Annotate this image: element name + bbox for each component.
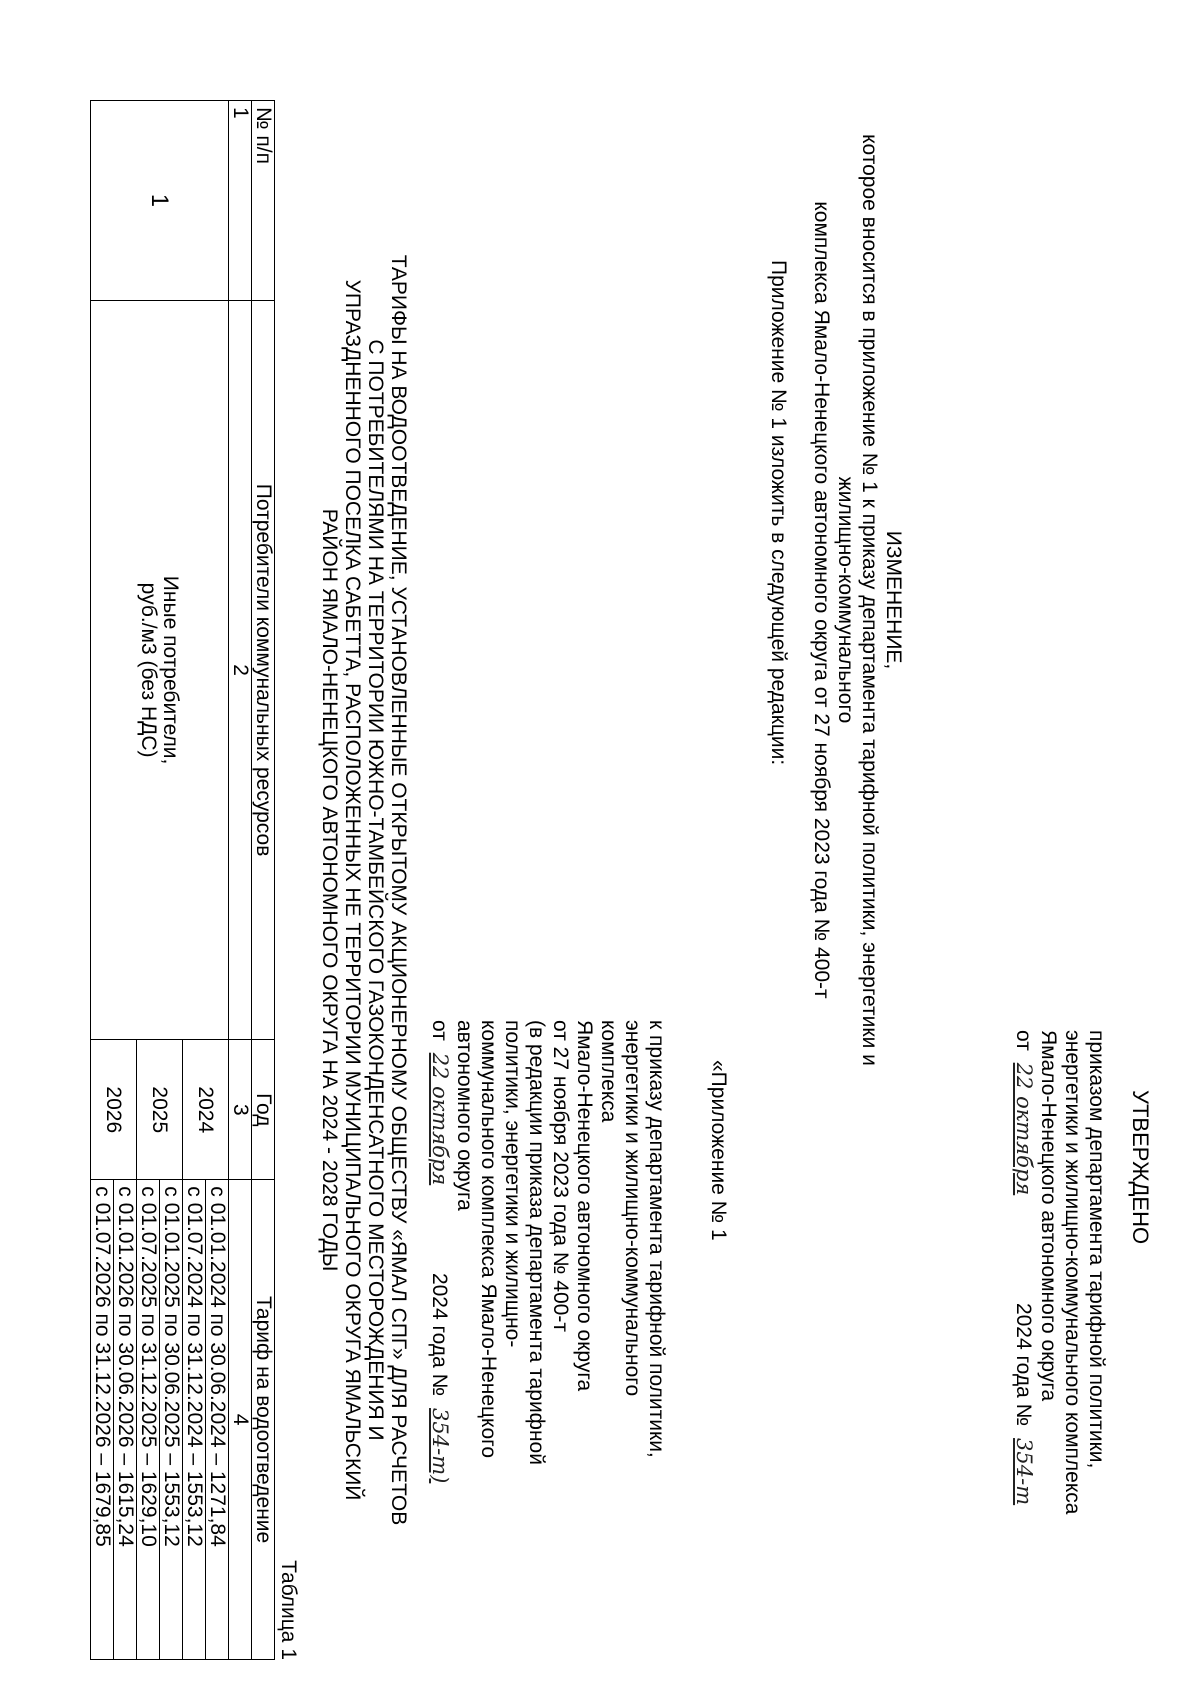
appendix-note: Приложение № 1 изложить в следующей редакции: [767,260,790,766]
year-cell: 2026 [91,1040,137,1180]
date-prefix: от [1012,1030,1035,1051]
change-title: ИЗМЕНЕНИЕ, [882,530,905,670]
appendix-line: энергетики и жилищно-коммунального [621,1020,644,1397]
row-number-cell: 1 [91,101,229,301]
handwritten-date: 22 октября [1012,1062,1036,1196]
tariff-cell: с 01.01.2024 по 30.06.2024 – 1271,84 [206,1180,229,1660]
change-line: комплекса Ямало-Ненецкого автономного округа от 27 ноября 2023 года № 400-т [810,201,833,999]
appendix-line: от 27 ноября 2023 года № 400-т [549,1020,572,1332]
table-caption: Таблица 1 [277,1560,300,1660]
consumer-line: Иные потребители, [159,575,183,765]
handwritten-number: 354-т [1012,1438,1036,1506]
year-text: 2024 года № [428,1272,451,1397]
appendix-1-block [427,1020,730,1540]
header-cell: Год [252,1040,275,1180]
change-line: которое вносится в приложение № 1 к приказу департамента тарифной политики, энергетики и жилищно-коммунального [834,134,881,1066]
appendix-line: (в редакции приказа департамента тарифной [525,1020,548,1465]
handwritten-number: 354-т) [428,1408,452,1484]
change-heading [809,100,905,1100]
header-cell: № п/п [252,101,275,301]
table-number-row [229,101,252,1660]
handwritten-date: 22 октября [428,1052,452,1186]
approval-line: энергетики и жилищно-коммунального комплекса [1061,1030,1084,1515]
table-header-row [252,101,275,1660]
table-row [206,101,229,1660]
tariffs-title-line: ТАРИФЫ НА ВОДООТВЕДЕНИЕ, УСТАНОВЛЕННЫЕ ОТКРЫТОМУ АКЦИОНЕРНОМУ ОБЩЕСТВУ «ЯМАЛ СПГ» ДЛЯ РАСЧЕТОВ [387,254,410,1526]
approval-line: приказом департамента тарифной политики, [1085,1030,1108,1469]
approval-date-line [1011,1030,1036,1650]
year-cell: 2024 [183,1040,229,1180]
appendix-line: коммунального комплекса Ямало-Ненецкого [477,1020,500,1459]
appendix-line: политики, энергетики и жилищно- [501,1020,524,1348]
appendix-date-line [427,1020,452,1540]
date-prefix: от [428,1020,451,1041]
appendix-line: комплекса [597,1020,620,1123]
appendix-line: к приказу департамента тарифной политики, [645,1020,668,1458]
column-number: 1 [229,101,252,301]
consumer-line: руб./м3 (без НДС) [137,582,161,758]
column-number: 2 [229,300,252,1039]
appendix-line: Ямало-Ненецкого автономного округа [573,1020,596,1392]
header-cell: Тариф на водоотведение [252,1180,275,1660]
column-number: 3 [229,1040,252,1180]
year-cell: 2025 [137,1040,183,1180]
approval-block [1011,1030,1152,1650]
approval-title: УТВЕРЖДЕНО [1128,1090,1153,1245]
header-cell: Потребители коммунальных ресурсов [252,300,275,1039]
tariffs-title-line: УПРАЗДНЕННОГО ПОСЕЛКА САБЕТТА, РАСПОЛОЖЕННЫХ НЕ ТЕРРИТОРИИ МУНИЦИПАЛЬНОГО ОКРУГА ЯМАЛЬСКИЙ [341,279,364,1501]
appendix-1-title: «Приложение № 1 [707,1060,730,1241]
tariff-cell: с 01.07.2026 по 31.12.2026 – 1679,85 [91,1180,114,1660]
tariffs-title-line: С ПОТРЕБИТЕЛЯМИ НА ТЕРРИТОРИИ ЮЖНО-ТАМБЕЙСКОГО ГАЗОКОНДЕНСАТНОГО МЕСТОРОЖДЕНИЯ И [364,339,387,1441]
tariff-cell: с 01.01.2026 по 30.06.2026 – 1615,24 [114,1180,137,1660]
approval-line: Ямало-Ненецкого автономного округа [1037,1030,1060,1402]
tariffs-title-line: РАЙОН ЯМАЛО-НЕНЕЦКОГО АВТОНОМНОГО ОКРУГА НА 2024 - 2028 ГОДЫ [318,508,341,1272]
year-text: 2024 года № [1012,1302,1035,1427]
tariffs-title [318,150,410,1630]
tariff-cell: с 01.07.2024 по 31.12.2024 – 1553,12 [183,1180,206,1660]
tariff-cell: с 01.01.2025 по 30.06.2025 – 1553,12 [160,1180,183,1660]
tariff-table [90,100,275,1660]
tariff-cell: с 01.07.2025 по 31.12.2025 – 1629,10 [137,1180,160,1660]
column-number: 4 [229,1180,252,1660]
appendix-line: автономного округа [453,1020,476,1211]
consumer-cell [91,300,229,1039]
